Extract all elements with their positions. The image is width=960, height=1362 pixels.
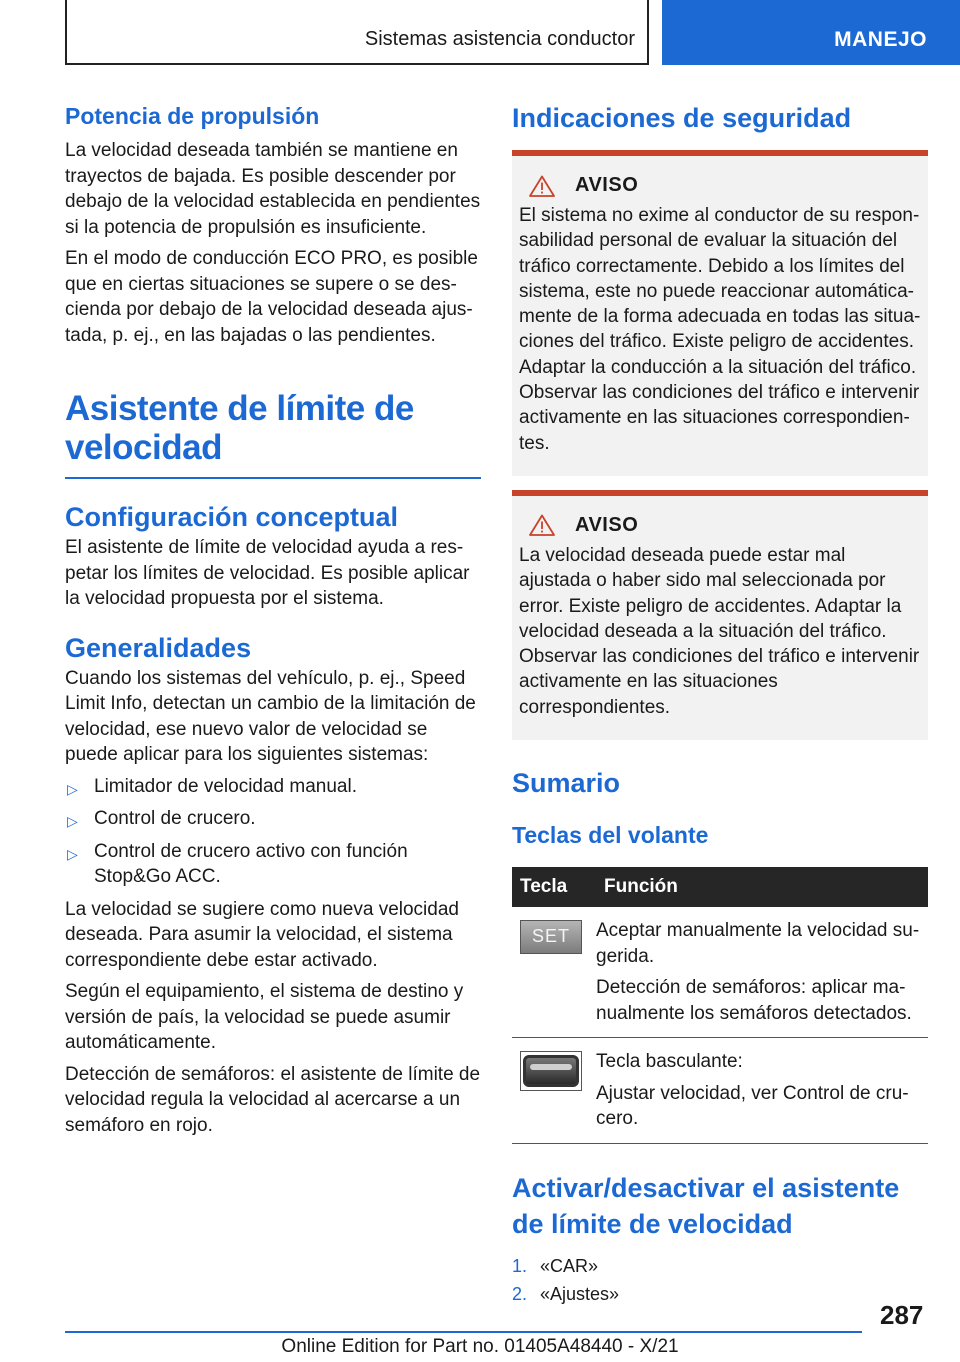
table-header-row — [512, 867, 928, 907]
wheel-keys-table — [512, 867, 928, 1144]
list-item: ▷ Limitador de velocidad manual. — [65, 774, 481, 800]
left-column — [65, 100, 481, 1138]
warning-box — [512, 150, 928, 476]
triangle-bullet-icon: ▷ — [67, 813, 78, 829]
systems-list — [65, 774, 481, 890]
table-row — [512, 1038, 928, 1144]
function-text: Ajustar velocidad, ver Control de crucero. — [596, 1082, 909, 1130]
suggest-paragraph: La velocidad se sugiere como nueva velocidad deseada. Para asumir la velocidad, el sistema correspondiente debe estar activado. — [65, 898, 459, 971]
main-section-heading: Asistente de límite de velocidad — [65, 389, 414, 467]
warning-header — [519, 514, 921, 537]
right-column — [512, 100, 928, 1308]
column-header-key: Tecla — [512, 867, 596, 907]
header-section-title: Sistemas asistencia conductor — [364, 28, 635, 50]
header-chapter-tab — [662, 0, 960, 65]
table-row — [512, 907, 928, 1038]
column-header-function: Función — [596, 867, 928, 907]
triangle-bullet-icon: ▷ — [67, 780, 78, 797]
general-paragraph: Cuando los sistemas del vehículo, p. ej., Speed Limit Info, detectan un cambio de la limitación de velocidad, ese nuevo valor de velocidad se puede aplicar para los siguientes sistemas: — [65, 667, 476, 765]
set-key-icon: SET — [520, 920, 582, 954]
warning-text: La velocidad deseada puede estar mal ajustada o haber sido mal seleccionada por error. Existe peligro de accidentes. Adaptar la velocidad deseada a la situación del tráfico. Observar las condiciones del tráfico e intervenir activamente en las situaciones correspondientes. — [519, 544, 920, 718]
list-item: ▷ Control de crucero activo con función Stop&Go ACC. — [67, 840, 408, 887]
header-chapter-label: MANEJO — [834, 28, 927, 51]
propulsion-heading: Potencia de propulsión — [65, 103, 320, 129]
activate-heading: Activar/desactivar el asistente de límite de velocidad — [512, 1172, 900, 1239]
list-item: 1. «CAR» — [512, 1255, 599, 1276]
header-section-box — [65, 0, 649, 65]
general-heading: Generalidades — [65, 632, 252, 663]
summary-heading: Sumario — [512, 768, 621, 799]
warning-header — [519, 174, 921, 197]
wheel-keys-heading: Teclas del volante — [512, 822, 709, 849]
warning-triangle-icon — [529, 514, 555, 536]
page-header — [0, 0, 960, 65]
warning-label: AVISO — [575, 174, 639, 196]
rocker-switch-icon — [520, 1051, 582, 1091]
section-divider — [65, 477, 481, 479]
footer-edition-text: Online Edition for Part no. 01405A48440 - X/21 — [281, 1336, 679, 1357]
concept-heading: Configuración conceptual — [65, 502, 399, 532]
equipment-paragraph: Según el equipamiento, el sistema de destino y versión de país, la velocidad se puede asumir automáticamente. — [65, 981, 464, 1053]
propulsion-paragraph-1: La velocidad deseada también se mantiene en trayectos de bajada. Es posible descender por debajo de la velocidad establecida en pendientes si la potencia de propulsión es insuficiente. — [65, 140, 481, 238]
safety-heading: Indicaciones de seguridad — [512, 103, 852, 133]
function-text: Tecla basculante: — [596, 1051, 743, 1073]
warning-text: El sistema no exime al conductor de su responsabilidad personal de evaluar la situación del tráfico correctamente. Debido a los límites del sistema, este no puede reaccionar automáticamente de la forma adecuada en todas las situaciones del tráfico. Existe peligro de accidentes. Adaptar la conducción a la situación del tráfico. Observar las condiciones del tráfico e intervenir activamente en las situaciones correspondientes. — [519, 205, 921, 454]
function-text: Detección de semáforos: aplicar manualmente los semáforos detectados. — [596, 977, 912, 1024]
concept-paragraph: El asistente de límite de velocidad ayuda a respetar los límites de velocidad. Es posible aplicar la velocidad propuesta por el sistema. — [65, 537, 470, 609]
warning-triangle-icon — [529, 175, 555, 197]
activation-steps — [512, 1252, 928, 1308]
warning-box — [512, 490, 928, 740]
warning-label: AVISO — [575, 513, 639, 536]
triangle-bullet-icon: ▷ — [67, 845, 78, 862]
propulsion-paragraph-2: En el modo de conducción ECO PRO, es posible que en ciertas situaciones se supere o se descienda por debajo de la velocidad deseada ajustada, p. ej., en las bajadas o las pendientes. — [65, 248, 478, 346]
traffic-lights-paragraph: Detección de semáforos: el asistente de límite de velocidad regula la velocidad al acercarse a un semáforo en rojo. — [65, 1063, 481, 1136]
function-text: Aceptar manualmente la velocidad sugerida. — [596, 920, 920, 967]
list-item: ▷ Control de crucero. — [65, 806, 481, 832]
list-item: 2. «Ajustes» — [512, 1283, 620, 1304]
page-number: 287 — [880, 1300, 924, 1330]
footer-divider — [65, 1331, 862, 1333]
